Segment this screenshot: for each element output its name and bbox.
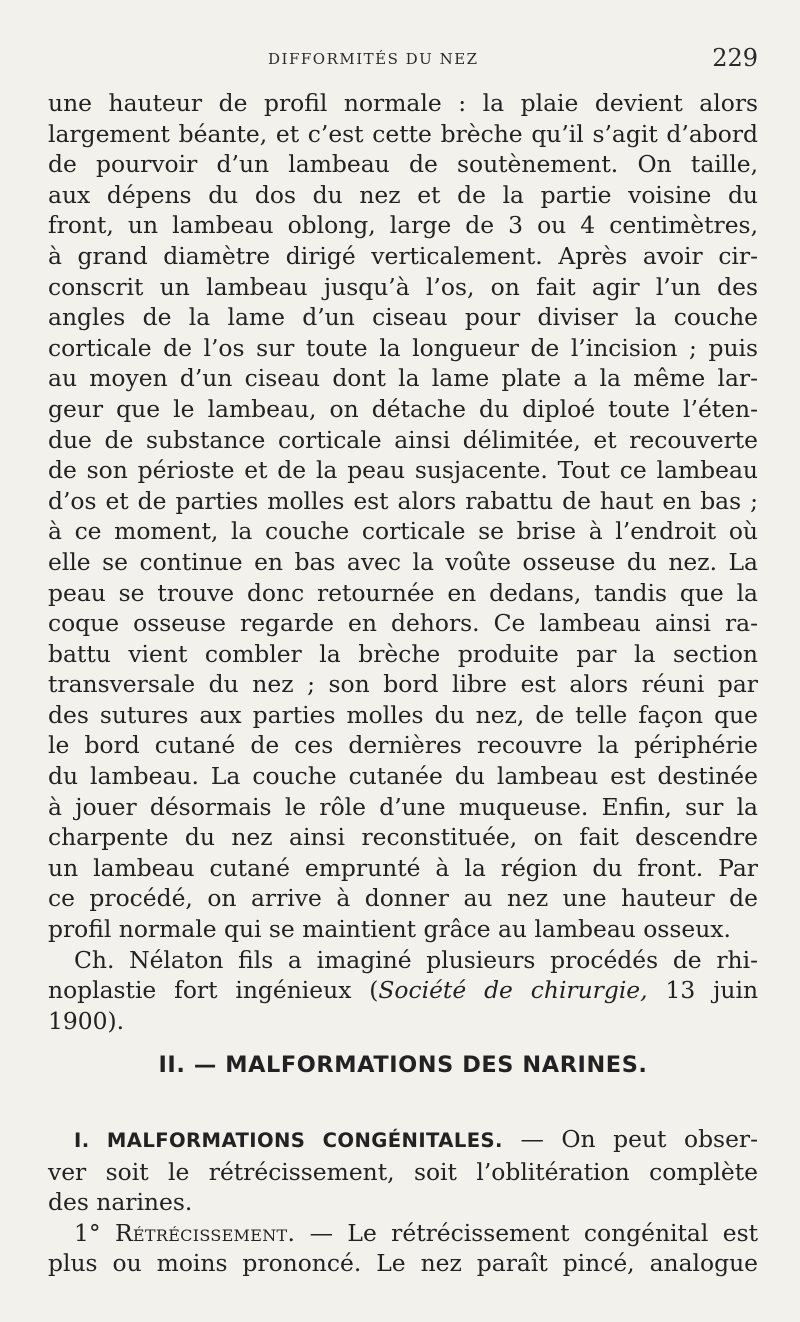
text-line: angles de la lame d’un ciseau pour diviser la couche — [48, 303, 758, 332]
text-line-with-citation — [48, 975, 758, 1006]
text-line: à grand diamètre dirigé verticalement. Après avoir cir- — [48, 241, 758, 270]
text-fragment: 13 juin — [647, 976, 759, 1005]
body-text — [48, 88, 758, 1036]
citation-title: Société de chirurgie, — [378, 976, 648, 1005]
text-line: conscrit un lambeau jusqu’à l’os, on fait agir l’un des — [48, 272, 758, 301]
text-line: Ch. Nélaton fils a imaginé plusieurs procédés de rhi- — [74, 945, 758, 974]
text-line: des sutures aux parties molles du nez, de telle façon que — [48, 700, 758, 729]
text-line: de pourvoir d’un lambeau de soutènement. On taille, — [48, 150, 758, 179]
text-line: aux dépens du dos du nez et de la partie voisine du — [48, 180, 758, 209]
item-number: 1° — [74, 1218, 101, 1247]
item-line — [48, 1218, 758, 1249]
text-line: une hauteur de profil normale : la plaie devient alors — [48, 89, 758, 117]
subsection-label: I. MALFORMATIONS CONGÉNITALES. — [74, 1129, 503, 1152]
paragraph-2 — [48, 945, 758, 1037]
text-fragment: — Le rétrécissement congénital est — [295, 1218, 758, 1247]
subsection-first-line — [48, 1124, 758, 1157]
text-line: corticale de l’os sur toute la longueur de l’incision ; puis — [48, 333, 758, 362]
paragraph-1 — [48, 88, 758, 945]
text-line: largement béante, et c’est cette brèche qu’il s’agit d’abord — [48, 119, 758, 148]
page-number: 229 — [712, 44, 758, 72]
text-line: un lambeau cutané emprunté à la région du front. Par — [48, 853, 758, 882]
text-line: d’os et de parties molles est alors rabattu de haut en bas ; — [48, 486, 758, 515]
text-line: ver soit le rétrécissement, soit l’oblitération complète — [48, 1157, 758, 1186]
section-heading: II. — MALFORMATIONS DES NARINES. — [158, 1052, 648, 1078]
page-header — [48, 44, 758, 84]
text-line: charpente du nez ainsi reconstituée, on fait descendre — [48, 823, 758, 852]
text-line: plus ou moins prononcé. Le nez paraît pincé, analogue — [48, 1249, 758, 1278]
text-line: des narines. — [48, 1188, 193, 1217]
text-line: battu vient combler la brèche produite par la section — [48, 639, 758, 668]
text-line: front, un lambeau oblong, large de 3 ou 4 centimètres, — [48, 211, 758, 240]
text-line: geur que le lambeau, on détache du diploé toute l’éten- — [48, 394, 758, 423]
text-line: à ce moment, la couche corticale se brise à l’endroit où — [48, 517, 758, 546]
text-line: peau se trouve donc retournée en dedans, tandis que la — [48, 578, 758, 607]
text-line: de son périoste et de la peau susjacente. Tout ce lambeau — [48, 456, 758, 485]
text-line: le bord cutané de ces dernières recouvre la périphérie — [48, 731, 758, 760]
running-title: DIFFORMITÉS DU NEZ — [268, 50, 479, 68]
text-line: elle se continue en bas avec la voûte osseuse du nez. La — [48, 547, 758, 576]
text-line: coque osseuse regarde en dehors. Ce lambeau ainsi ra- — [48, 609, 758, 638]
text-line: ce procédé, on arrive à donner au nez une hauteur de — [48, 884, 758, 913]
subsection — [48, 1124, 758, 1279]
text-line: 1900). — [48, 1006, 125, 1035]
text-line: au moyen d’un ciseau dont la lame plate a la même lar- — [48, 364, 758, 393]
item-label: Rétrécissement. — [114, 1218, 296, 1247]
text-line: profil normale qui se maintient grâce au lambeau osseux. — [48, 915, 731, 944]
text-line: du lambeau. La couche cutanée du lambeau est destinée — [48, 762, 758, 791]
text-fragment: — On peut obser- — [520, 1125, 758, 1153]
text-line: transversale du nez ; son bord libre est alors réuni par — [48, 670, 758, 699]
text-line: due de substance corticale ainsi délimitée, et recouverte — [48, 425, 758, 454]
text-fragment: noplastie fort ingénieux ( — [48, 976, 379, 1005]
text-line: à jouer désormais le rôle d’une muqueuse. Enfin, sur la — [48, 792, 758, 821]
